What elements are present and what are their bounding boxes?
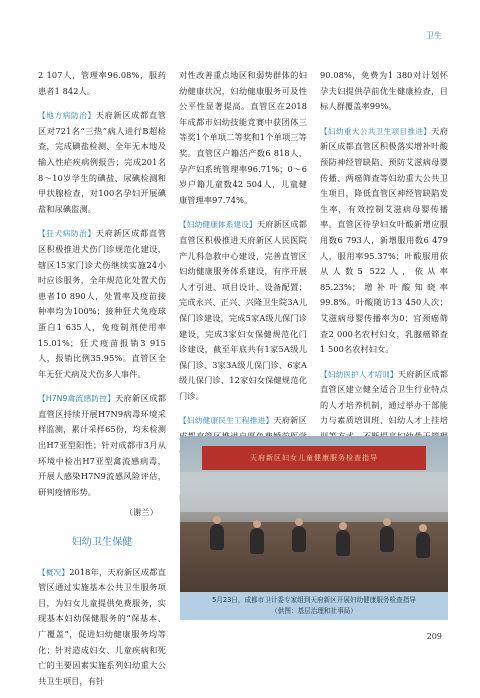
paragraph-h7n9 <box>38 391 166 500</box>
paragraph <box>38 68 166 99</box>
paragraph-endemic-disease <box>38 108 166 217</box>
author-signature: （谢兰） <box>124 507 158 518</box>
photo-person-head <box>419 524 427 532</box>
paragraph-text: 90.08%，免费为1 380对计划怀孕夫妇提供孕前优生健康检查，目标人群覆盖率99%。 <box>320 70 448 112</box>
paragraph-tag: 【狂犬病防治】 <box>38 229 96 239</box>
photo-caption <box>180 592 448 620</box>
paragraph-text: 对性改善重点地区和弱势群体的妇幼健康状况，妇幼健康服务可及性公平性显著提高。直管区在2018年成都市妇幼技能竞赛中获团体三等奖1个单项二等奖和1个单项三等奖。直管区户籍活产数6 818人，孕产妇系统管理率96.71%；0～6岁户籍儿童数42 504人，儿童健康管理率97.74%。 <box>179 70 307 205</box>
photo-person-head <box>213 516 221 524</box>
paragraph-text: 2 107人，管理率96.08%，服药患者1 842人。 <box>38 70 166 96</box>
caption-line: 5月23日，成都市卫计委专家组到天府新区开展妇幼健康服务检查指导 <box>212 596 416 604</box>
paragraph-overview <box>38 565 166 690</box>
photo-person-head <box>253 520 261 528</box>
column-1 <box>38 68 166 698</box>
photo-person <box>210 524 224 550</box>
paragraph-text: 天府新区成都直管区持续开展H7N9病毒环境采样监测，累计采样65份，均未检测出H7亚型阳性；针对成都市3月从环境中检出H7亚型禽流感病毒，开展人感染H7N9流感风险评估，研判疫情形势。 <box>38 393 167 497</box>
paragraph-tag: 【妇幼健康民生工程推进】 <box>179 416 274 426</box>
photo-banner: 天府新区妇女儿童健康服务检查指导 <box>202 446 426 470</box>
paragraph-tag: 【妇幼重大公共卫生项目推进】 <box>320 126 432 136</box>
photo-person <box>380 526 394 552</box>
page-number: 209 <box>426 632 442 641</box>
photo-person <box>250 528 264 554</box>
paragraph-tag: 【概况】 <box>38 567 70 577</box>
paragraph-text: 天府新区成都直管区建立健全适合卫生行业特点的人才培养机制，通过举办干部能力与素质培训班、妇幼人才上挂培 <box>320 368 448 426</box>
photo-person <box>292 526 306 552</box>
paragraph-tag: 【H7N9禽流感防控】 <box>38 394 116 404</box>
paragraph-tag: 【地方病防治】 <box>38 111 96 121</box>
paragraph-tag: 【妇幼医护人才培训】 <box>320 369 398 379</box>
paragraph-system-building <box>179 217 307 404</box>
paragraph <box>179 68 307 208</box>
paragraph-text: 天府新区成都直管区积极落实增补叶酸预防神经管缺陷、预防艾滋病母婴传播、两癌筛查等妇幼重大公共卫生项目，降低直管区神经管缺陷发生率，有效控制艾滋病母婴传播率。直管区待孕妇女叶酸新增应服用数6 793人，新增服用数6 479人，服用率95.37%；叶酸服用依从人数5 522人，依从率85.23%；增补叶酸知晓率99.8%。叶酸随访13 450人次；艾滋病母婴传播率为0；宫颈癌筛查2 000名农村妇女，乳腺癌筛查1 500名农村妇女。 <box>320 125 448 355</box>
paragraph-text: 天府新区成都直管区积极推进犬伤门诊规范化建设，辖区15家门诊犬伤继续实施24小时应诊服务，全年规范化处置犬伤患者10 890人，处置率及疫苗接种率均为100%；接种狂犬免疫球蛋白1 635人，免疫制剂使用率15.01%；狂犬疫苗报销3 915人，报销比例35.95%。直管区全年无狂犬病及犬伤多人事件。 <box>38 228 166 379</box>
photo-wall <box>180 472 448 512</box>
paragraph-tag: 【妇幼健康体系建设】 <box>179 220 257 230</box>
paragraph-text: 天府新区成都直管区对721名“三热”病人进行B超检查，完成碘盐检测、全年无本地及输入性疟疾病例报告；完成201名8～10岁学生的碘盐、尿碘检测和甲状腺检查，对100名孕妇开展碘盐和尿碘监测。 <box>38 110 166 214</box>
meeting-photo <box>180 436 448 592</box>
paragraph-rabies <box>38 226 166 382</box>
photo-person <box>416 532 430 558</box>
paragraph-text: 天府新区成都直管区积极推进天府新区人民医院产儿科急救中心建设，完善直管区妇幼健康服务体系建设，有序开展人才引进、项目设计、设备配置；完成永兴、正兴、兴隆卫生院3A儿保门诊建设，完成5家A级儿保门诊建设，完成3家妇女保健规范化门诊建设，截至年底共有1家5A级儿保门诊、3家3A级儿保门诊、6家A级儿保门诊、12家妇女保健规范化门诊。 <box>179 219 307 401</box>
photo-person <box>336 530 350 556</box>
paragraph-public-health-project <box>320 124 448 358</box>
caption-line: （供图：基层治理和社事局） <box>271 607 357 615</box>
photo-person-head <box>295 518 303 526</box>
section-header-label: 卫生 <box>426 31 442 40</box>
paragraph-text: 2018年，天府新区成都直管区通过实施基本公共卫生服务项目，为妇女儿童提供免费服务，实现基本妇幼保健服务的“保基本、广覆盖”，促进妇幼健康服务均等化；针对造成妇女、儿童疾病和死亡的主要因素实施系列妇幼重大公共卫生项目，有针 <box>38 566 166 686</box>
paragraph <box>320 68 448 115</box>
photo-person-head <box>383 518 391 526</box>
photo-person-head <box>339 522 347 530</box>
section-title: 妇幼卫生保健 <box>71 537 133 549</box>
paragraph-text: 天府新区 <box>273 415 307 426</box>
